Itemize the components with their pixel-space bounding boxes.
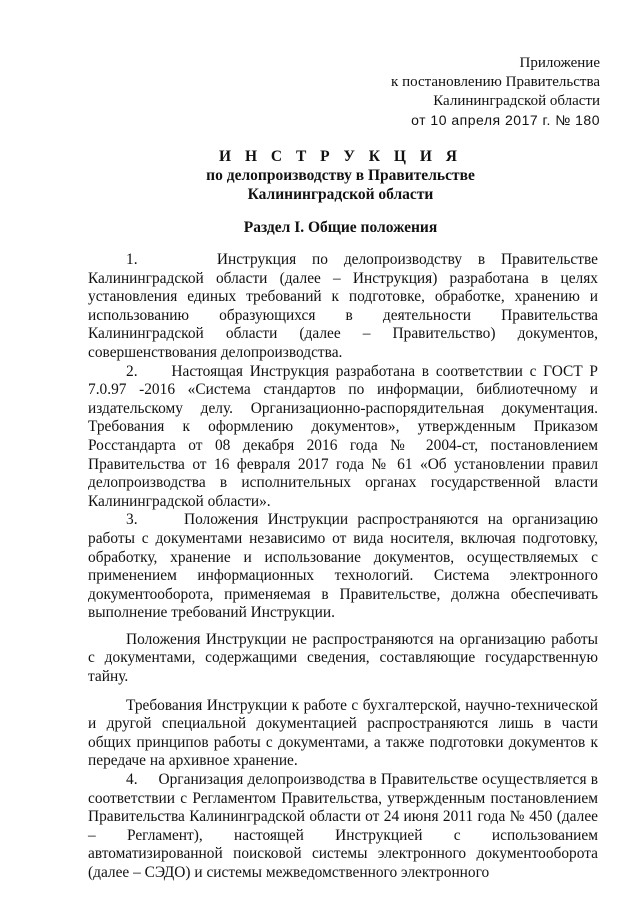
- paragraph-3-note-1: Положения Инструкции не распространяются на организацию работы с документами, содержащими сведения, составляющие государственную тайну.: [88, 630, 598, 686]
- document-body: [88, 251, 598, 883]
- title-line-2: по делопроизводству в Правительстве: [206, 167, 475, 184]
- appendix-line-1: Приложение: [519, 55, 600, 71]
- document-title: [88, 147, 593, 204]
- paragraph-3: 3. Положения Инструкции распространяются на организацию работы с документами независимо от вида носителя, включая подготовку, обработку, хранение и использование документов, осуществляемых с применением информационных технологий. Система электронного документооборота, применяемая в Правительстве, должна обеспечивать выполнение требований Инструкции.: [88, 511, 598, 622]
- paragraph-3-note-2: Требования Инструкции к работе с бухгалтерской, научно-технической и другой специальной документацией распространяются лишь в части общих принципов работы с документами, а также подготовки документов к передаче на архивное хранение.: [88, 696, 598, 770]
- appendix-date-number: от 10 апреля 2017 г. № 180: [411, 112, 600, 128]
- title-line-1: И Н С Т Р У К Ц И Я: [219, 148, 462, 165]
- paragraph-4: 4. Организация делопроизводства в Правительстве осуществляется в соответствии с Регламентом Правительства, утвержденным постановлением Правительства Калининградской области от 24 июня 2011 года № 450 (далее – Регламент), настоящей Инструкцией с использованием автоматизированной поисковой системы электронного документооборота (далее – СЭДО) и системы межведомственного электронного: [88, 771, 598, 881]
- paragraph-2: 2. Настоящая Инструкция разработана в соответствии с ГОСТ Р 7.0.97 -2016 «Система стандартов по информации, библиотечному и издательскому делу. Организационно-распорядительная документация. Требования к оформлению документов», утвержденным Приказом Росстандарта от 08 декабря 2016 года № 2004-ст, постановлением Правительства от 16 февраля 2017 года № 61 «Об установлении правил делопроизводства в исполнительных органах государственной власти Калининградской области».: [88, 362, 598, 510]
- title-line-3: Калининградской области: [247, 186, 434, 203]
- section-heading: Раздел I. Общие положения: [243, 219, 438, 236]
- paragraph-1: 1. Инструкция по делопроизводству в Правительстве Калининградской области (далее – Инструкция) разработана в целях установления единых требований к подготовке, обработке, хранению и использованию образующихся в деятельности Правительства Калининградской области (далее – Правительство) документов, совершенствования делопроизводства.: [88, 251, 598, 361]
- appendix-line-3: Калининградской области: [433, 93, 600, 109]
- appendix-header: [360, 54, 600, 130]
- appendix-line-2: к постановлению Правительства: [391, 74, 600, 90]
